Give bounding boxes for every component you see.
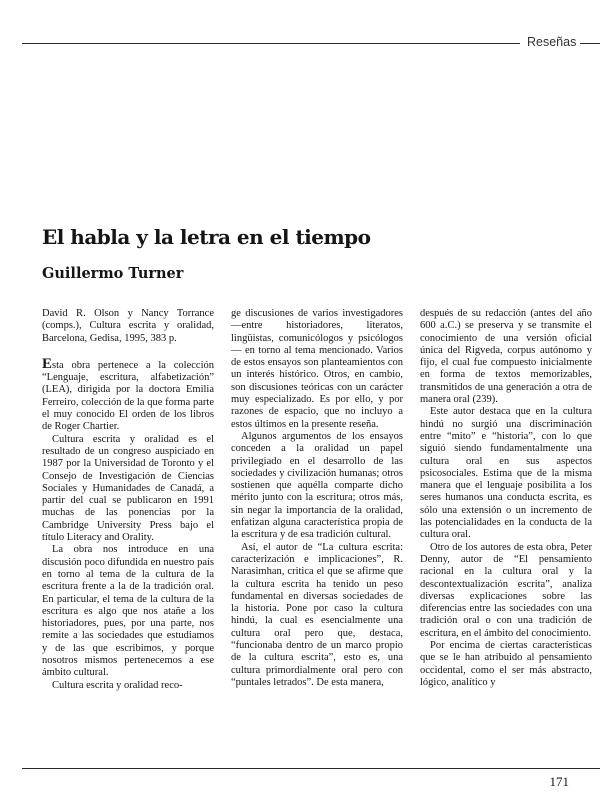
paragraph: Cultura escrita y oralidad reco- [52,679,183,691]
paragraph: Así, el autor de “La cultura escrita: caracterización e implicaciones”, R. Narasimhan, critica el que se afirme que la cultura escrita ha tenido un peso fundamental en diversas sociedades de la historia. Pone por caso la cultura hindú, la cual es esencialmente una cultura oral pero que, destaca, “funcionaba dentro de un marco propio de la cultura escrita”, esto es, una cultura primordialmente oral pero con “puntales letrados”. De esta manera, [231,541,403,688]
column-2 [231,308,403,689]
section-label: Reseñas [527,35,577,49]
paragraph: después de su redacción (antes del año 600 a.C.) se preserva y se transmite el conocimiento de una versión oficial única del Rigveda, corpus autónomo y fijo, el cual fue compuesto inicialmente en forma de textos memorizables, transmitidos de una generación a otra de manera oral (239). [420,308,592,406]
column-1 [42,308,214,692]
article-author: Guillermo Turner [42,265,184,282]
paragraph: Otro de los autores de esta obra, Peter Denny, autor de “El pensamiento racional en la cultura oral y la descontextualización escrita”, analiza diversas explicaciones sobre las diferencias entre las sociedades con una tradición oral o con una tradición de escritura, en el ámbito del conocimiento. [420,541,592,639]
footer-rule [22,768,600,769]
paragraph: Este autor destaca que en la cultura hindú no surgió una discriminación entre “mito” e “historia”, con lo que siguió siendo fundamentalmente una cultura oral en sus aspectos psicosociales. Estima que de la misma manera que el lenguaje posibilita a los seres humanos una conducta escrita, es sólo una extensión o un incremento de las potencialidades en la conducta de la cultura oral. [420,406,592,541]
book-reference: David R. Olson y Nancy Torrance (comps.), Cultura escrita y oralidad, Barcelona, Gedisa, 1995, 383 p. [42,308,214,344]
header-rule-short [580,43,600,44]
drop-letter: E [42,355,53,372]
paragraph [42,355,214,434]
header-rule [22,43,520,44]
article-title: El habla y la letra en el tiempo [42,225,371,249]
paragraph: ge discusiones de varios investigadores —entre historiadores, literatos, lingüistas, comunicólogos y psicólogos— en torno al tema mencionado. Varios de estos ensayos son planteamientos con un interés histórico. Otros, en cambio, son discusiones teóricas con un carácter muy especializado. Es por ello, y por razones de espacio, que no incluyo a estos últimos en la presente reseña. [231,308,403,430]
paragraph: Cultura escrita y oralidad es el resultado de un congreso auspiciado en 1987 por la Universidad de Toronto y el Consejo de Investigación de Ciencias Sociales y Humanidades de Canadá, a partir del cual se publicaron en 1991 muchas de las ponencias por la Cambridge University Press bajo el título Literacy and Orality. [42,433,214,544]
page-number: 171 [549,774,569,789]
column-3 [420,308,592,689]
paragraph-text: sta obra pertenece a la colección “Lenguaje, escritura, alfabetización” (LEA), dirigida por la doctora Emilia Ferreiro, colección de la que forma parte el muy conocido El orden de los libros de Roger Chartier. [42,359,214,433]
paragraph: Algunos argumentos de los ensayos conceden a la oralidad un papel privilegiado en el desarrollo de las sociedades y civilización humanas; otros sostienen que aquélla comparte dicho mérito junto con la escritura; otros más, sin negar la importancia de la oralidad, enfatizan alguna característica propia de la escritura y de esa tradición cultural. [231,430,403,541]
paragraph: Por encima de ciertas características que se le han atribuido al pensamiento occidental, como el ser más abstracto, lógico, analítico y [420,640,592,688]
paragraph: La obra nos introduce en una discusión poco difundida en nuestro país en torno al tema de la cultura de la escritura frente a la de la tradición oral. En particular, el tema de la cultura de la escritura es algo que nos atañe a los historiadores, pues, por una parte, nos remite a las sociedades que estudiamos y de las que escribimos, y porque nosotros mismos pertenecemos a ese ámbito cultural. [42,544,214,679]
